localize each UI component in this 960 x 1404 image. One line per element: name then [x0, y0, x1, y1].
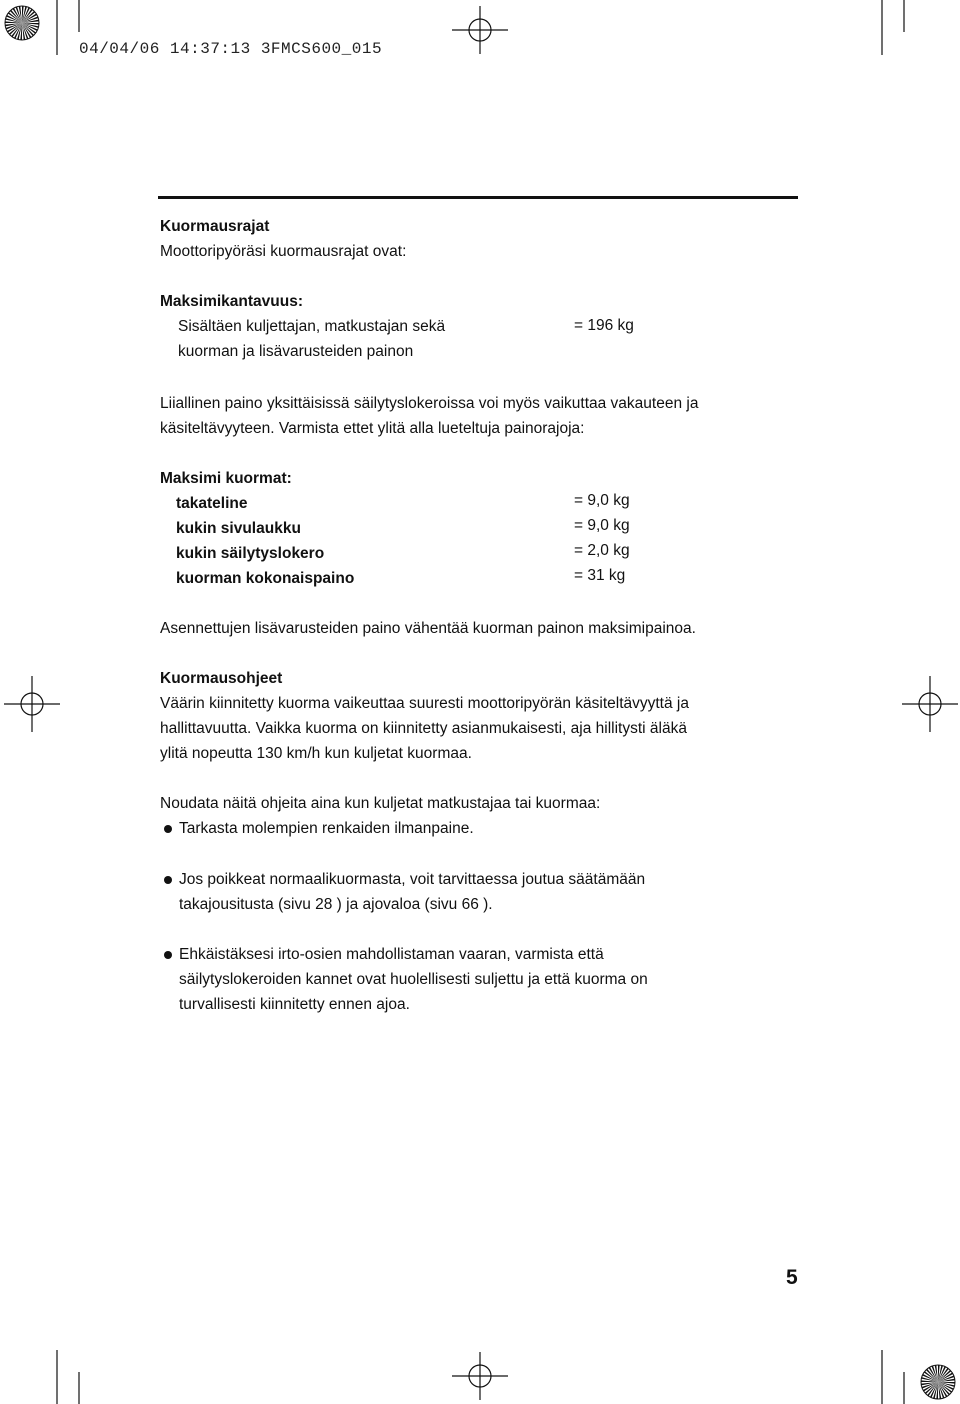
- section-title-loading-guidelines: Kuormausohjeet: [160, 670, 283, 687]
- capacity-desc-line2: kuorman ja lisävarusteiden painon: [178, 343, 414, 360]
- bullet-icon: [164, 951, 172, 959]
- crosshair-registration-mark-icon: [902, 676, 958, 732]
- guidelines-para-line2: hallittavuutta. Vaikka kuorma on kiinnitetty asianmukaisesti, aja hillitysti äläkä: [160, 720, 687, 737]
- max-load-label: kuorman kokonaispaino: [176, 570, 355, 587]
- bullet-item: Jos poikkeat normaalikuormasta, voit tarvittaessa joutua säätämään: [179, 871, 646, 888]
- capacity-desc-line1: Sisältäen kuljettajan, matkustajan sekä: [178, 318, 446, 335]
- crosshair-registration-mark-icon: [452, 6, 508, 54]
- bullet-item-continuation: turvallisesti kiinnitetty ennen ajoa.: [179, 996, 410, 1013]
- guidelines-para-line3: ylitä nopeutta 130 km/h kun kuljetat kuormaa.: [160, 745, 472, 762]
- capacity-value: = 196 kg: [574, 317, 634, 334]
- max-load-value: = 9,0 kg: [574, 517, 630, 534]
- bullet-icon: [164, 876, 172, 884]
- max-load-label: kukin säilytyslokero: [176, 545, 325, 562]
- guidelines-para-line1: Väärin kiinnitetty kuorma vaikeuttaa suuresti moottoripyörän käsiteltävyyttä ja: [160, 695, 689, 712]
- bullet-item-continuation: säilytyslokeroiden kannet ovat huolellisesti suljettu ja että kuorma on: [179, 971, 648, 988]
- section-rule: [158, 196, 798, 199]
- guidelines-follow: Noudata näitä ohjeita aina kun kuljetat matkustajaa tai kuormaa:: [160, 795, 601, 812]
- load-limits-intro: Moottoripyöräsi kuormausrajat ovat:: [160, 243, 407, 260]
- section-title-load-limits: Kuormausrajat: [160, 218, 270, 235]
- max-load-value: = 2,0 kg: [574, 542, 630, 559]
- bullet-item: Ehkäistäksesi irto-osien mahdollistaman vaaran, varmista että: [179, 946, 604, 963]
- max-loads-title: Maksimi kuormat:: [160, 470, 292, 487]
- bullet-item-continuation: takajousitusta (sivu 28 ) ja ajovaloa (sivu 66 ).: [179, 896, 493, 913]
- bullet-item: Tarkasta molempien renkaiden ilmanpaine.: [179, 820, 474, 837]
- page-number: 5: [786, 1266, 798, 1289]
- max-load-value: = 9,0 kg: [574, 492, 630, 509]
- print-timestamp: 04/04/06 14:37:13 3FMCS600_015: [79, 40, 383, 58]
- max-load-label: takateline: [176, 495, 248, 512]
- bullet-icon: [164, 825, 172, 833]
- warning-line1: Liiallinen paino yksittäisissä säilytyslokeroissa voi myös vaikuttaa vakauteen ja: [160, 395, 699, 412]
- max-load-value: = 31 kg: [574, 567, 626, 584]
- capacity-title: Maksimikantavuus:: [160, 293, 303, 310]
- warning-line2: käsiteltävyyteen. Varmista ettet ylitä alla lueteltuja painorajoja:: [160, 420, 585, 437]
- crosshair-registration-mark-icon: [452, 1352, 508, 1400]
- crosshair-registration-mark-icon: [4, 676, 60, 732]
- accessories-note: Asennettujen lisävarusteiden paino vähentää kuorman painon maksimipainoa.: [160, 620, 696, 637]
- max-load-label: kukin sivulaukku: [176, 520, 301, 537]
